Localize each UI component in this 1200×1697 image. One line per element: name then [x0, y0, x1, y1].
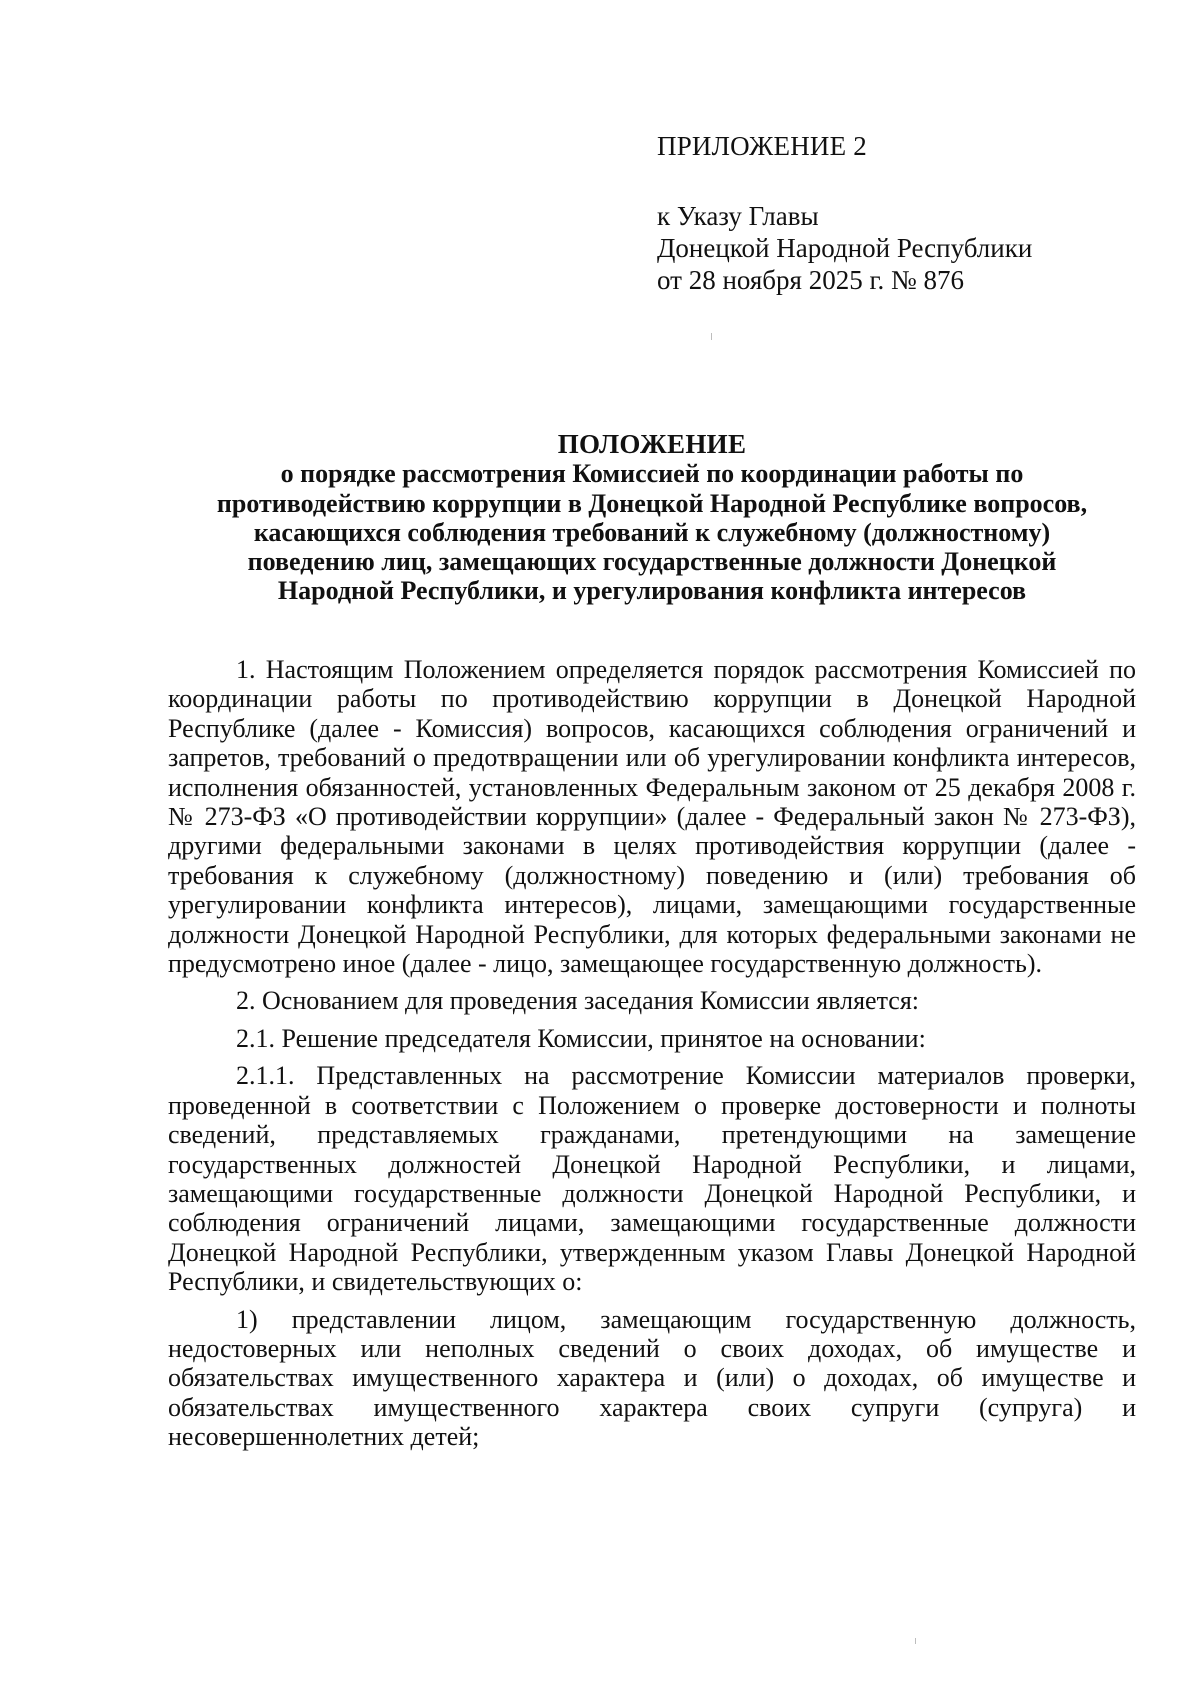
document-body — [168, 655, 1136, 1452]
scan-mark — [711, 333, 712, 340]
document-title — [168, 430, 1136, 606]
paragraph-2: 2. Основанием для проведения заседания Комиссии является: — [236, 986, 919, 1016]
paragraph-2-1-1: 2.1.1. Представленных на рассмотрение Комиссии материалов проверки, проведенной в соответствии с Положением о проверке достоверности и полноты сведений, представляемых гражданами, претендующими на замещение государственных должностей Донецкой Народной Республики, и лицами, замещающими государственные должности Донецкой Народной Республики, и соблюдения ограничений лицами, замещающими государственные должности Донецкой Народной Республики, утвержденным указом Главы Донецкой Народной Республики, и свидетельствующих о: — [168, 1061, 1136, 1297]
paragraph-1: 1. Настоящим Положением определяется порядок рассмотрения Комиссией по координации работы по противодействию коррупции в Донецкой Народной Республике (далее - Комиссия) вопросов, касающихся соблюдения ограничений и запретов, требований о предотвращении или об урегулировании конфликта интересов, исполнения обязанностей, установленных Федеральным законом от 25 декабря 2008 г. № 273-ФЗ «О противодействии коррупции» (далее - Федеральный закон № 273-ФЗ), другими федеральными законами в целях противодействия коррупции (далее - требования к служебному (должностному) поведению и (или) требования об урегулировании конфликта интересов), лицами, замещающими государственные должности Донецкой Народной Республики, для которых федеральными законами не предусмотрено иное (далее - лицо, замещающее государственную должность). — [168, 655, 1136, 979]
title-subtitle-line: поведению лиц, замещающих государственные должности Донецкой — [247, 547, 1057, 577]
title-heading: ПОЛОЖЕНИЕ — [557, 429, 747, 459]
appendix-header — [657, 130, 1077, 296]
decree-reference-line: от 28 ноября 2025 г. № 876 — [657, 265, 964, 295]
paragraph-item-1: 1) представлении лицом, замещающим государственную должность, недостоверных или неполных сведений о своих доходах, об имуществе и обязательствах имущественного характера и (или) о доходах, об имуществе и обязательствах имущественного характера своих супруги (супруга) и несовершеннолетних детей; — [168, 1304, 1136, 1452]
paragraph-2-1: 2.1. Решение председателя Комиссии, принятое на основании: — [236, 1023, 926, 1053]
title-subtitle-line: Народной Республики, и урегулирования конфликта интересов — [277, 576, 1027, 606]
decree-reference-line: к Указу Главы — [657, 201, 819, 231]
title-subtitle-line: касающихся соблюдения требований к служебному (должностному) — [253, 517, 1051, 547]
title-subtitle-line: противодействию коррупции в Донецкой Народной Республике вопросов, — [216, 488, 1088, 518]
decree-reference — [657, 200, 1077, 296]
scan-mark — [915, 1638, 916, 1644]
appendix-heading: ПРИЛОЖЕНИЕ 2 — [657, 131, 867, 161]
title-subtitle-line: о порядке рассмотрения Комиссией по координации работы по — [280, 459, 1024, 489]
decree-reference-line: Донецкой Народной Республики — [657, 233, 1033, 263]
